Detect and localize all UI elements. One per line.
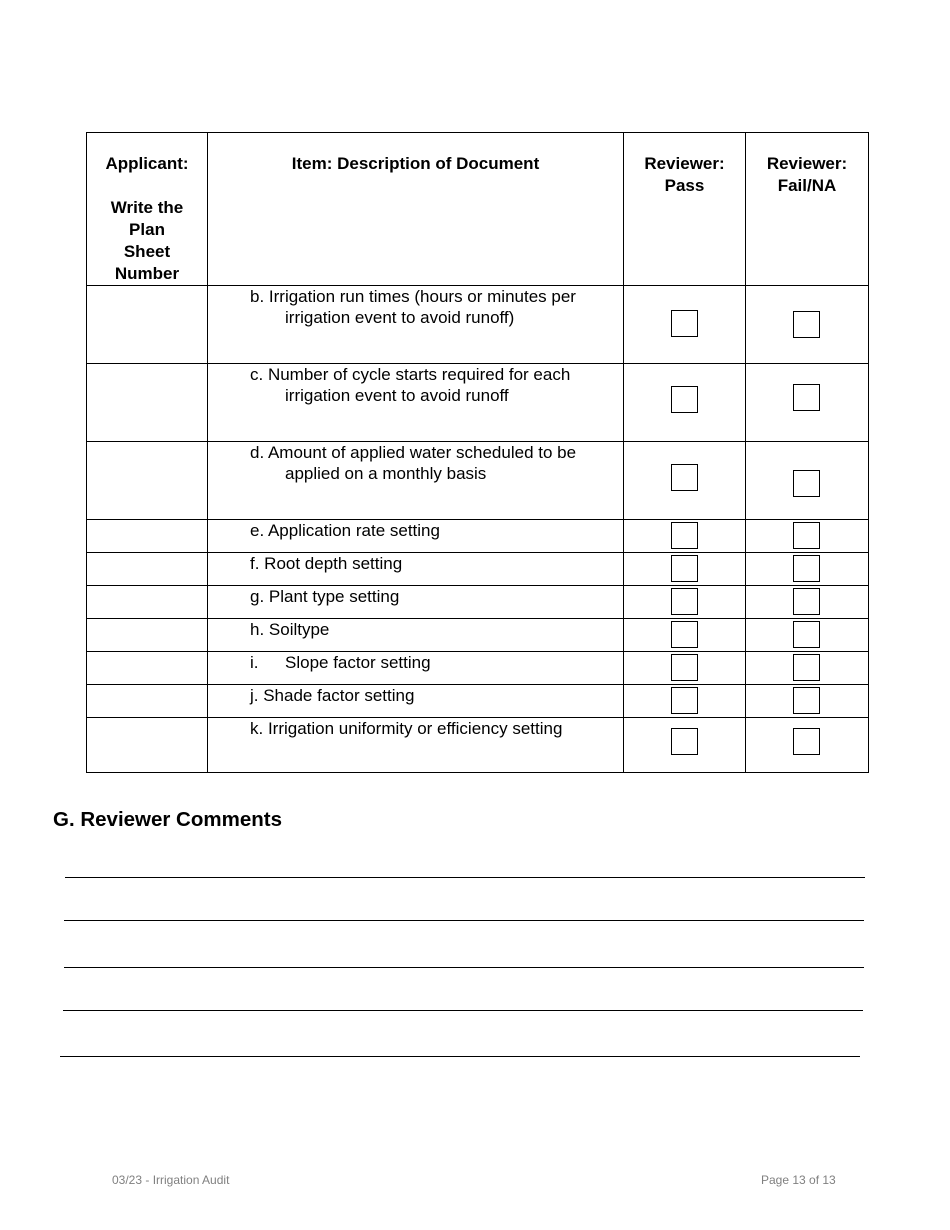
pass-cell [624, 286, 746, 364]
item-description [208, 586, 624, 619]
reviewer-pass-checkbox[interactable] [671, 621, 698, 648]
pass-column-header [624, 133, 746, 286]
reviewer-pass-checkbox[interactable] [671, 310, 698, 337]
comment-line[interactable] [64, 920, 864, 921]
applicant-header-label: Applicant: [105, 154, 189, 173]
reviewer-pass-checkbox[interactable] [671, 464, 698, 491]
item-text-line: k. Irrigation uniformity or efficiency setting [250, 719, 563, 738]
table-row [87, 685, 869, 718]
item-number: i. [250, 653, 259, 672]
item-text-line: h. Soiltype [250, 620, 330, 639]
pass-cell [624, 442, 746, 520]
comment-line[interactable] [65, 877, 865, 878]
plan-sheet-number-cell[interactable] [87, 442, 208, 520]
fail-column-header [746, 133, 869, 286]
reviewer-pass-checkbox[interactable] [671, 522, 698, 549]
fail-cell [746, 442, 869, 520]
applicant-column-header [87, 133, 208, 286]
item-text-continuation: applied on a monthly basis [285, 464, 487, 483]
plan-sheet-number-cell[interactable] [87, 364, 208, 442]
pass-cell [624, 553, 746, 586]
pass-cell [624, 652, 746, 685]
reviewer-pass-checkbox[interactable] [671, 588, 698, 615]
item-column-header [208, 133, 624, 286]
reviewer-fail-checkbox[interactable] [793, 470, 820, 497]
fail-cell [746, 586, 869, 619]
item-text-continuation: irrigation event to avoid runoff [285, 386, 509, 405]
reviewer-pass-checkbox[interactable] [671, 386, 698, 413]
pass-cell [624, 685, 746, 718]
pass-cell [624, 619, 746, 652]
item-description [208, 364, 624, 442]
table-row [87, 619, 869, 652]
comment-line[interactable] [63, 1010, 863, 1011]
pass-cell [624, 520, 746, 553]
plan-sheet-header-label: Write the Plan Sheet Number [110, 198, 184, 283]
item-text-line: e. Application rate setting [250, 521, 440, 540]
fail-cell [746, 619, 869, 652]
footer-left: 03/23 - Irrigation Audit [112, 1173, 230, 1187]
plan-sheet-number-cell[interactable] [87, 619, 208, 652]
fail-cell [746, 286, 869, 364]
table-row [87, 286, 869, 364]
reviewer-fail-checkbox[interactable] [793, 311, 820, 338]
item-description [208, 652, 624, 685]
item-text-line: j. Shade factor setting [250, 686, 415, 705]
reviewer-comments-title: G. Reviewer Comments [53, 808, 282, 831]
pass-cell [624, 364, 746, 442]
reviewer-fail-checkbox[interactable] [793, 728, 820, 755]
item-description [208, 442, 624, 520]
item-text-line: c. Number of cycle starts required for each [250, 365, 571, 384]
pass-header-label: Reviewer: Pass [644, 154, 725, 195]
plan-sheet-number-cell[interactable] [87, 553, 208, 586]
table-row [87, 442, 869, 520]
plan-sheet-number-cell[interactable] [87, 718, 208, 773]
fail-cell [746, 553, 869, 586]
item-text-line: d. Amount of applied water scheduled to be [250, 443, 577, 462]
reviewer-fail-checkbox[interactable] [793, 384, 820, 411]
pass-cell [624, 718, 746, 773]
reviewer-fail-checkbox[interactable] [793, 654, 820, 681]
plan-sheet-number-cell[interactable] [87, 520, 208, 553]
item-description [208, 685, 624, 718]
item-description [208, 718, 624, 773]
plan-sheet-number-cell[interactable] [87, 652, 208, 685]
fail-cell [746, 685, 869, 718]
item-text: Slope factor setting [285, 653, 431, 672]
reviewer-fail-checkbox[interactable] [793, 687, 820, 714]
item-text-line [250, 652, 617, 673]
footer-page-number: Page 13 of 13 [761, 1173, 836, 1187]
item-text-continuation: irrigation event to avoid runoff) [285, 308, 515, 327]
table-header-row [87, 133, 869, 286]
table-row [87, 652, 869, 685]
reviewer-fail-checkbox[interactable] [793, 621, 820, 648]
item-description [208, 520, 624, 553]
item-text-line: b. Irrigation run times (hours or minutes per [250, 287, 576, 306]
plan-sheet-number-cell[interactable] [87, 685, 208, 718]
pass-cell [624, 586, 746, 619]
reviewer-pass-checkbox[interactable] [671, 654, 698, 681]
fail-cell [746, 520, 869, 553]
plan-sheet-number-cell[interactable] [87, 586, 208, 619]
fail-cell [746, 364, 869, 442]
table-row [87, 586, 869, 619]
table-row [87, 553, 869, 586]
reviewer-fail-checkbox[interactable] [793, 555, 820, 582]
reviewer-fail-checkbox[interactable] [793, 522, 820, 549]
table-row [87, 718, 869, 773]
reviewer-pass-checkbox[interactable] [671, 687, 698, 714]
reviewer-fail-checkbox[interactable] [793, 588, 820, 615]
reviewer-pass-checkbox[interactable] [671, 728, 698, 755]
item-description [208, 619, 624, 652]
item-text-line: f. Root depth setting [250, 554, 403, 573]
item-description [208, 286, 624, 364]
table-row [87, 364, 869, 442]
comment-line[interactable] [64, 967, 864, 968]
item-description [208, 553, 624, 586]
fail-cell [746, 652, 869, 685]
plan-sheet-number-cell[interactable] [87, 286, 208, 364]
item-text-line: g. Plant type setting [250, 587, 400, 606]
fail-header-label: Reviewer: Fail/NA [766, 154, 848, 195]
checklist-table [86, 132, 869, 773]
reviewer-pass-checkbox[interactable] [671, 555, 698, 582]
comment-line[interactable] [60, 1056, 860, 1057]
item-header-label: Item: Description of Document [291, 154, 540, 173]
table-row [87, 520, 869, 553]
fail-cell [746, 718, 869, 773]
